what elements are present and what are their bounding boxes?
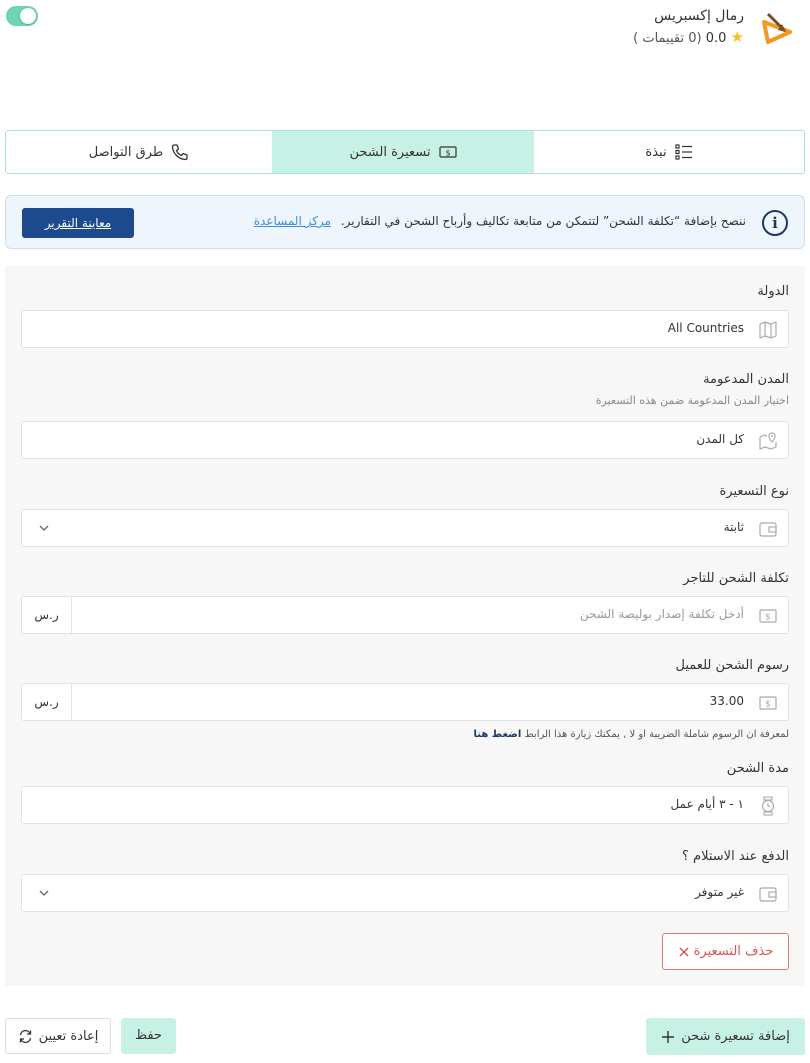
customer-fee-input[interactable] <box>21 683 789 721</box>
chevron-down-icon <box>38 520 50 536</box>
tab-about-label: نبذة <box>645 144 667 160</box>
tab-shipping-pricing[interactable] <box>272 131 534 173</box>
help-center-link[interactable]: مركز المساعدة <box>253 214 331 228</box>
plus-icon <box>661 1030 675 1044</box>
tab-contact-methods[interactable] <box>6 131 272 173</box>
cod-value: غير متوفر <box>695 885 744 899</box>
banner-message <box>254 214 746 228</box>
currency-unit: ر.س <box>22 684 72 720</box>
toggle-knob <box>20 8 36 24</box>
banner-text: ننصح بإضافة “تكلفة الشحن” لتتمكن من متابعة تكاليف وأرباح الشحن في التقارير. <box>340 214 746 228</box>
currency-unit: ر.س <box>22 597 72 633</box>
tab-shipping-pricing-label: تسعيرة الشحن <box>349 144 431 160</box>
preview-report-button[interactable]: معاينة التقرير <box>22 208 134 238</box>
close-icon <box>678 946 690 958</box>
cod-label: الدفع عند الاستلام ؟ <box>682 849 789 864</box>
tax-note <box>474 729 789 740</box>
money-icon <box>758 606 778 626</box>
delete-pricing-label: حذف التسعيرة <box>693 944 774 959</box>
company-info <box>633 8 744 46</box>
duration-value: ١ - ٣ أيام عمل <box>670 797 744 811</box>
merchant-cost-placeholder: أدخل تكلفة إصدار بوليصة الشحن <box>579 607 744 621</box>
company-logo <box>760 10 796 46</box>
cities-field[interactable] <box>21 421 789 459</box>
add-shipping-pricing-label: إضافة تسعيرة شحن <box>681 1029 790 1044</box>
cities-hint: اختيار المدن المدعومة ضمن هذه التسعيرة <box>595 394 789 407</box>
save-button[interactable]: حفظ <box>121 1018 176 1054</box>
refresh-icon <box>18 1029 33 1044</box>
reset-label: إعادة تعيين <box>38 1028 99 1044</box>
rating-score: 0.0 <box>705 31 727 46</box>
phone-icon <box>171 143 189 161</box>
map-icon <box>758 320 778 340</box>
svg-text:$: $ <box>444 148 451 158</box>
pricing-type-select[interactable] <box>21 509 789 547</box>
rating <box>633 28 744 46</box>
cities-label: المدن المدعومة <box>703 372 789 387</box>
reset-button[interactable] <box>5 1018 111 1054</box>
merchant-cost-input[interactable] <box>21 596 789 634</box>
tax-note-text: لمعرفة ان الرسوم شاملة الضريبة او لا , يمكنك زيارة هذا الرابط <box>524 729 789 740</box>
tab-contact-methods-label: طرق التواصل <box>88 144 164 160</box>
add-shipping-pricing-button[interactable] <box>646 1018 805 1055</box>
duration-label: مدة الشحن <box>726 761 789 776</box>
info-banner <box>5 195 805 249</box>
pricing-form <box>5 266 805 986</box>
svg-text:$: $ <box>765 612 771 623</box>
wallet-icon <box>758 519 778 539</box>
country-label: الدولة <box>757 284 789 299</box>
svg-text:$: $ <box>765 699 771 710</box>
store-header <box>0 0 810 60</box>
country-field[interactable] <box>21 310 789 348</box>
map-pin-icon <box>758 431 778 451</box>
chevron-down-icon <box>38 885 50 901</box>
company-name: رمال إكسبريس <box>654 8 744 24</box>
pricing-type-value: ثابتة <box>723 520 744 534</box>
tab-about[interactable] <box>534 131 804 173</box>
pricing-type-label: نوع التسعيرة <box>719 484 789 499</box>
star-icon: ★ <box>730 28 744 46</box>
customer-fee-label: رسوم الشحن للعميل <box>675 658 789 673</box>
delete-pricing-button[interactable] <box>662 933 789 970</box>
info-icon: i <box>762 210 788 236</box>
merchant-cost-label: تكلفة الشحن للتاجر <box>683 571 789 586</box>
tax-note-link[interactable]: اضغط هنا <box>473 729 522 740</box>
store-active-toggle[interactable] <box>6 6 38 26</box>
country-value: All Countries <box>667 321 744 335</box>
rating-count: (0 تقييمات ) <box>633 31 702 46</box>
duration-field[interactable] <box>21 786 789 824</box>
wallet-icon <box>758 884 778 904</box>
list-icon <box>675 144 693 160</box>
tabs <box>5 130 805 174</box>
money-icon <box>439 145 457 159</box>
cities-value: كل المدن <box>696 432 744 446</box>
money-icon <box>758 693 778 713</box>
customer-fee-value: 33.00 <box>709 694 744 708</box>
cod-select[interactable] <box>21 874 789 912</box>
clock-icon <box>758 796 778 816</box>
